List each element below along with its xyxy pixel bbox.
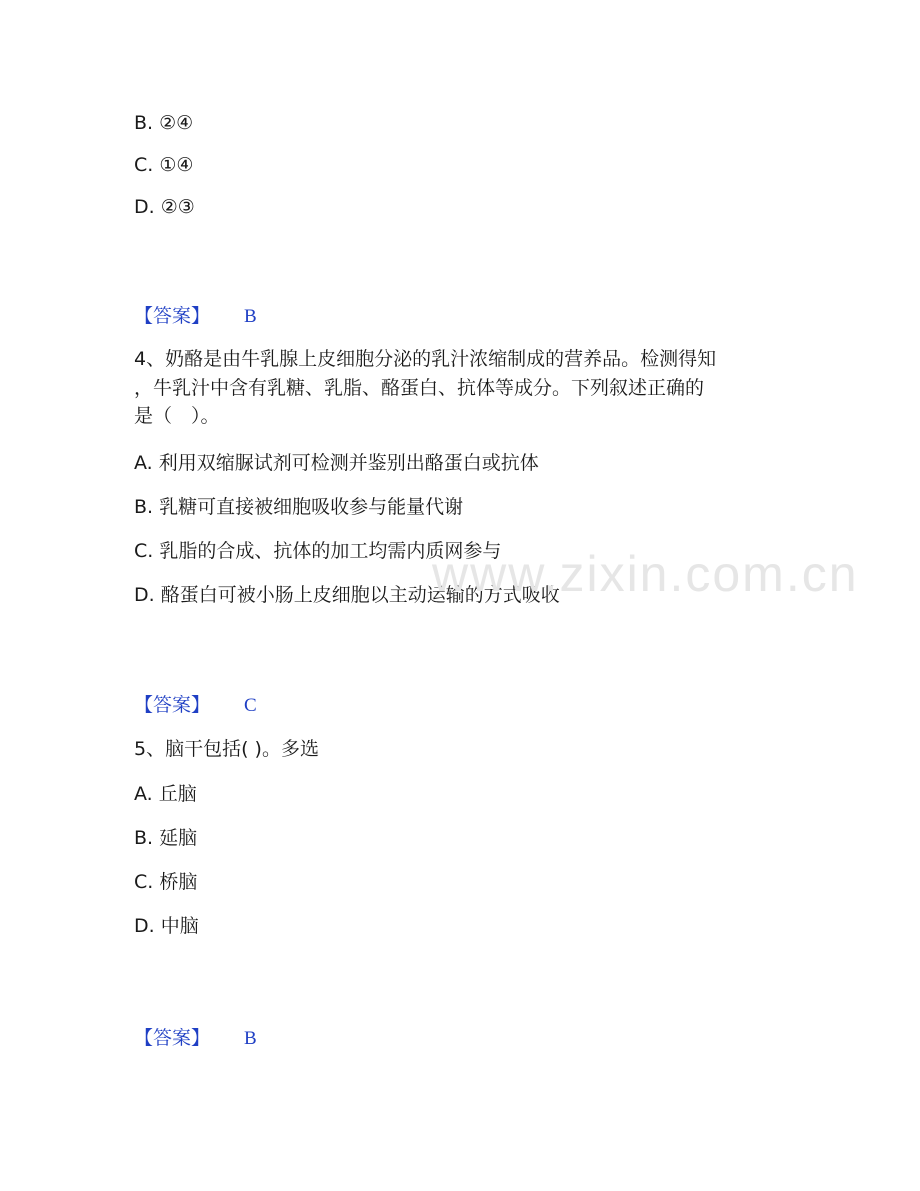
q4-option-a: A. 利用双缩脲试剂可检测并鉴别出酪蛋白或抗体 xyxy=(134,452,539,474)
q4-stem-line: 是（ ）。 xyxy=(134,405,220,427)
q4-stem-line: ，牛乳汁中含有乳糖、乳脂、酪蛋白、抗体等成分。下列叙述正确的 xyxy=(134,376,705,399)
q4-answer xyxy=(134,692,257,719)
watermark: www.zixin.com.cn xyxy=(432,546,859,602)
q4-option-b: B. 乳糖可直接被细胞吸收参与能量代谢 xyxy=(134,496,464,518)
answer-label: 【答案】 xyxy=(134,694,211,716)
q5-option-a: A. 丘脑 xyxy=(134,783,197,805)
answer-value: C xyxy=(244,695,257,716)
q3-answer xyxy=(134,303,257,330)
q3-option-c: C. ①④ xyxy=(134,154,194,176)
q4-stem xyxy=(134,345,784,431)
q3-option-d: D. ②③ xyxy=(134,196,195,218)
q5-option-b: B. 延脑 xyxy=(134,827,198,849)
answer-label: 【答案】 xyxy=(134,305,211,327)
q5-stem: 5、脑干包括( )。多选 xyxy=(134,738,319,760)
q4-option-d: D. 酪蛋白可被小肠上皮细胞以主动运输的方式吸收 xyxy=(134,584,560,606)
q5-option-d: D. 中脑 xyxy=(134,915,199,937)
answer-value: B xyxy=(244,1028,257,1049)
q4-option-c: C. 乳脂的合成、抗体的加工均需内质网参与 xyxy=(134,540,502,562)
q5-option-c: C. 桥脑 xyxy=(134,871,198,893)
q4-stem-line: 4、奶酪是由牛乳腺上皮细胞分泌的乳汁浓缩制成的营养品。检测得知 xyxy=(134,348,717,370)
q3-option-b: B. ②④ xyxy=(134,112,194,134)
answer-value: B xyxy=(244,306,257,327)
answer-label: 【答案】 xyxy=(134,1027,211,1049)
q5-answer xyxy=(134,1025,257,1052)
